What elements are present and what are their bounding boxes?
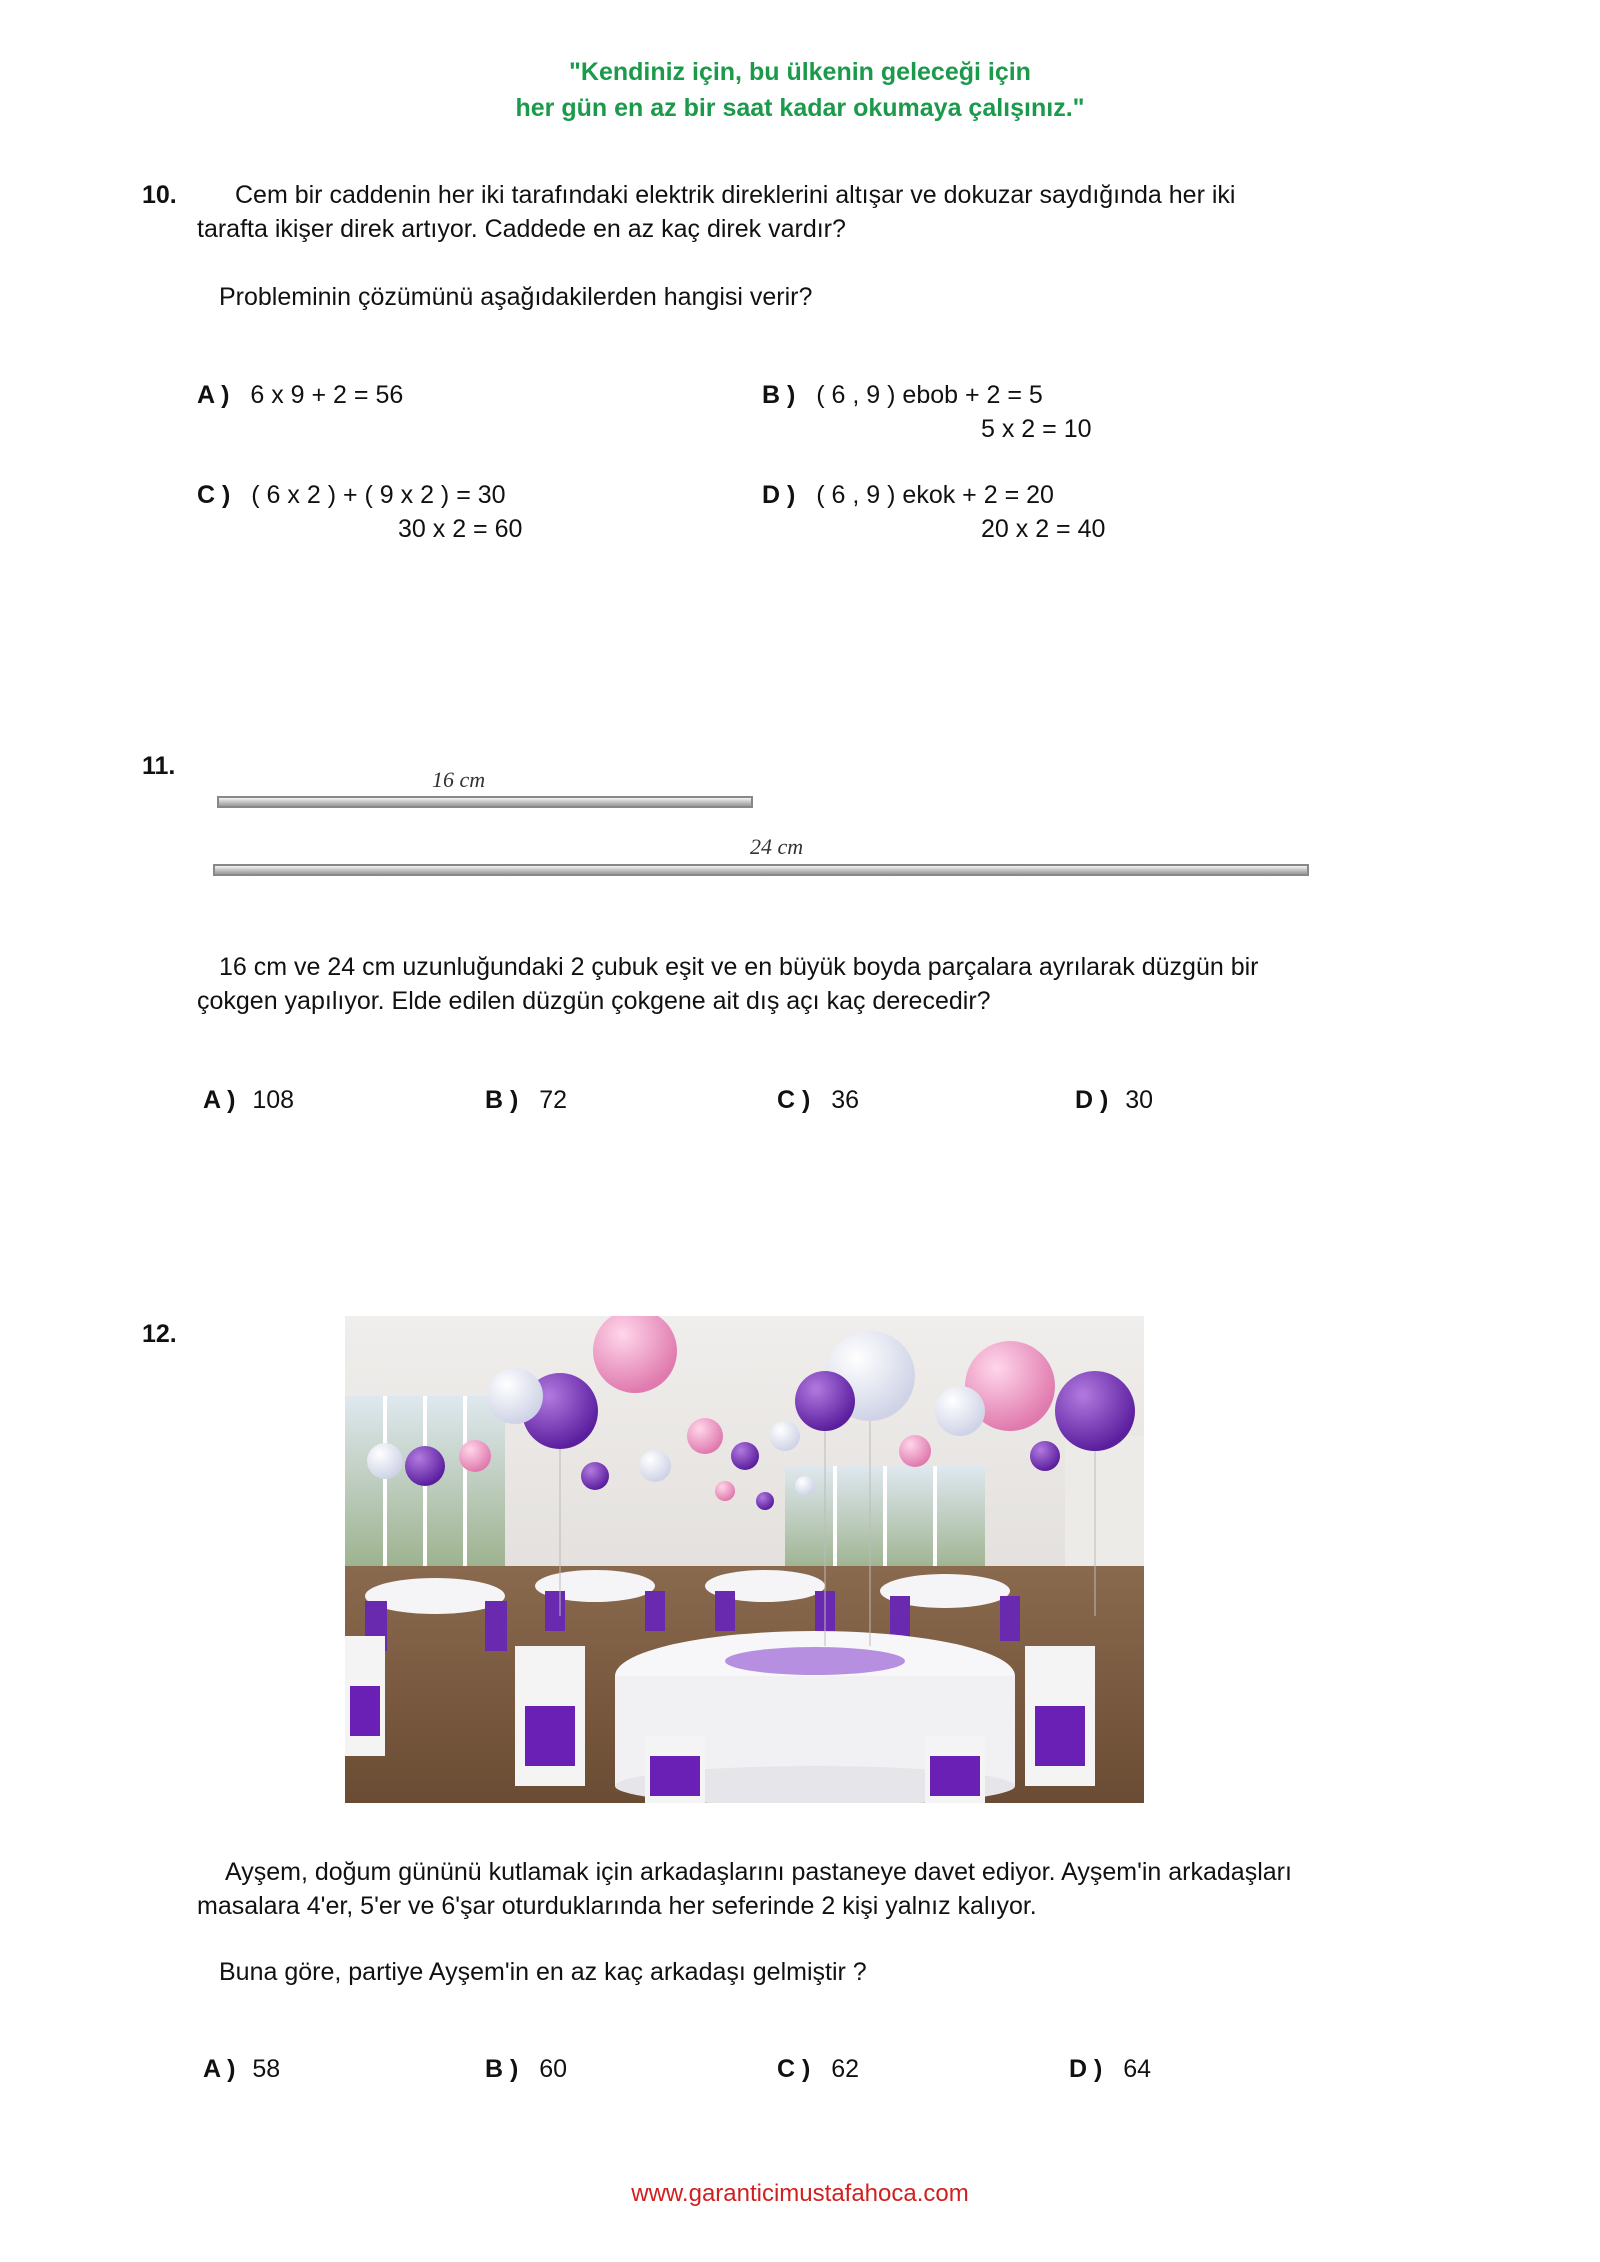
q12-option-a-value: 58	[252, 2055, 281, 2083]
rod-16cm	[217, 796, 753, 808]
q12-option-b-value: 60	[539, 2055, 568, 2083]
q12-option-b-letter: B )	[485, 2055, 519, 2083]
q10-option-b-line1: ( 6 , 9 ) ebob + 2 = 5	[816, 381, 1043, 409]
q11-number: 11.	[142, 752, 176, 780]
q12-text-line2: masalara 4'er, 5'er ve 6'şar oturduklarında her seferinde 2 kişi yalnız kalıyor.	[197, 1892, 1037, 1920]
q10-prompt: Probleminin çözümünü aşağıdakilerden hangisi verir?	[219, 283, 813, 311]
q11-option-a-letter: A )	[203, 1086, 236, 1114]
q10-option-a-line1: 6 x 9 + 2 = 56	[250, 381, 404, 409]
rod2-label: 24 cm	[750, 834, 804, 859]
rod-24cm	[213, 864, 1309, 876]
q12-option-d-value: 64	[1123, 2055, 1152, 2083]
q12-text-line1: Ayşem, doğum gününü kutlamak için arkadaşlarını pastaneye davet ediyor. Ayşem'in arkadaşları	[225, 1858, 1292, 1886]
q12-option-b[interactable]	[485, 2052, 567, 2086]
header-quote-line2: her gün en az bir saat kadar okumaya çalışınız."	[515, 94, 1085, 122]
q12-number: 12.	[142, 1320, 177, 1348]
q12-option-a[interactable]	[203, 2052, 280, 2086]
q12-option-c[interactable]	[777, 2052, 859, 2086]
q11-text-line2: çokgen yapılıyor. Elde edilen düzgün çokgene ait dış açı kaç derecedir?	[197, 987, 991, 1015]
q10-text-line2: tarafta ikişer direk artıyor. Caddede en az kaç direk vardır?	[197, 215, 846, 243]
q11-option-d-letter: D )	[1075, 1086, 1109, 1114]
q10-option-d-letter: D )	[762, 481, 796, 509]
q10-option-a-letter: A )	[197, 381, 230, 409]
q10-option-b-letter: B )	[762, 381, 796, 409]
q11-option-d-value: 30	[1125, 1086, 1154, 1114]
q10-number: 10.	[142, 181, 177, 209]
q11-option-a-value: 108	[252, 1086, 295, 1114]
q10-option-b-line2: 5 x 2 = 10	[981, 415, 1092, 443]
q12-option-a-letter: A )	[203, 2055, 236, 2083]
q11-option-c[interactable]	[777, 1083, 859, 1117]
q11-option-b[interactable]	[485, 1083, 567, 1117]
q11-option-c-value: 36	[831, 1086, 860, 1114]
q11-option-d[interactable]	[1075, 1083, 1153, 1117]
q10-option-c-letter: C )	[197, 481, 231, 509]
q10-option-d-line1: ( 6 , 9 ) ekok + 2 = 20	[816, 481, 1054, 509]
q10-option-c-line1: ( 6 x 2 ) + ( 9 x 2 ) = 30	[251, 481, 506, 509]
q11-option-a[interactable]	[203, 1083, 294, 1117]
q12-option-d[interactable]	[1069, 2052, 1151, 2086]
header-quote-line1: "Kendiniz için, bu ülkenin geleceği için	[569, 58, 1031, 86]
q10-option-a[interactable]	[197, 378, 403, 412]
q10-option-c[interactable]	[197, 478, 506, 512]
footer-website-link[interactable]: www.garanticimustafahoca.com	[631, 2180, 969, 2207]
q12-prompt: Buna göre, partiye Ayşem'in en az kaç arkadaşı gelmiştir ?	[219, 1958, 867, 1986]
q12-option-d-letter: D )	[1069, 2055, 1103, 2083]
q12-option-c-letter: C )	[777, 2055, 811, 2083]
rod1-label: 16 cm	[432, 767, 486, 792]
q11-option-b-value: 72	[539, 1086, 568, 1114]
q10-text-line1: Cem bir caddenin her iki tarafındaki elektrik direklerini altışar ve dokuzar saydığında her iki	[235, 181, 1236, 209]
q11-text-line1: 16 cm ve 24 cm uzunluğundaki 2 çubuk eşit ve en büyük boyda parçalara ayrılarak düzgün bir	[219, 953, 1259, 981]
q10-option-c-line2: 30 x 2 = 60	[398, 515, 523, 543]
q10-option-d[interactable]	[762, 478, 1054, 512]
q11-option-b-letter: B )	[485, 1086, 519, 1114]
q10-option-b[interactable]	[762, 378, 1043, 412]
party-hall-photo	[345, 1316, 1144, 1803]
q12-option-c-value: 62	[831, 2055, 860, 2083]
q11-option-c-letter: C )	[777, 1086, 811, 1114]
q10-option-d-line2: 20 x 2 = 40	[981, 515, 1106, 543]
